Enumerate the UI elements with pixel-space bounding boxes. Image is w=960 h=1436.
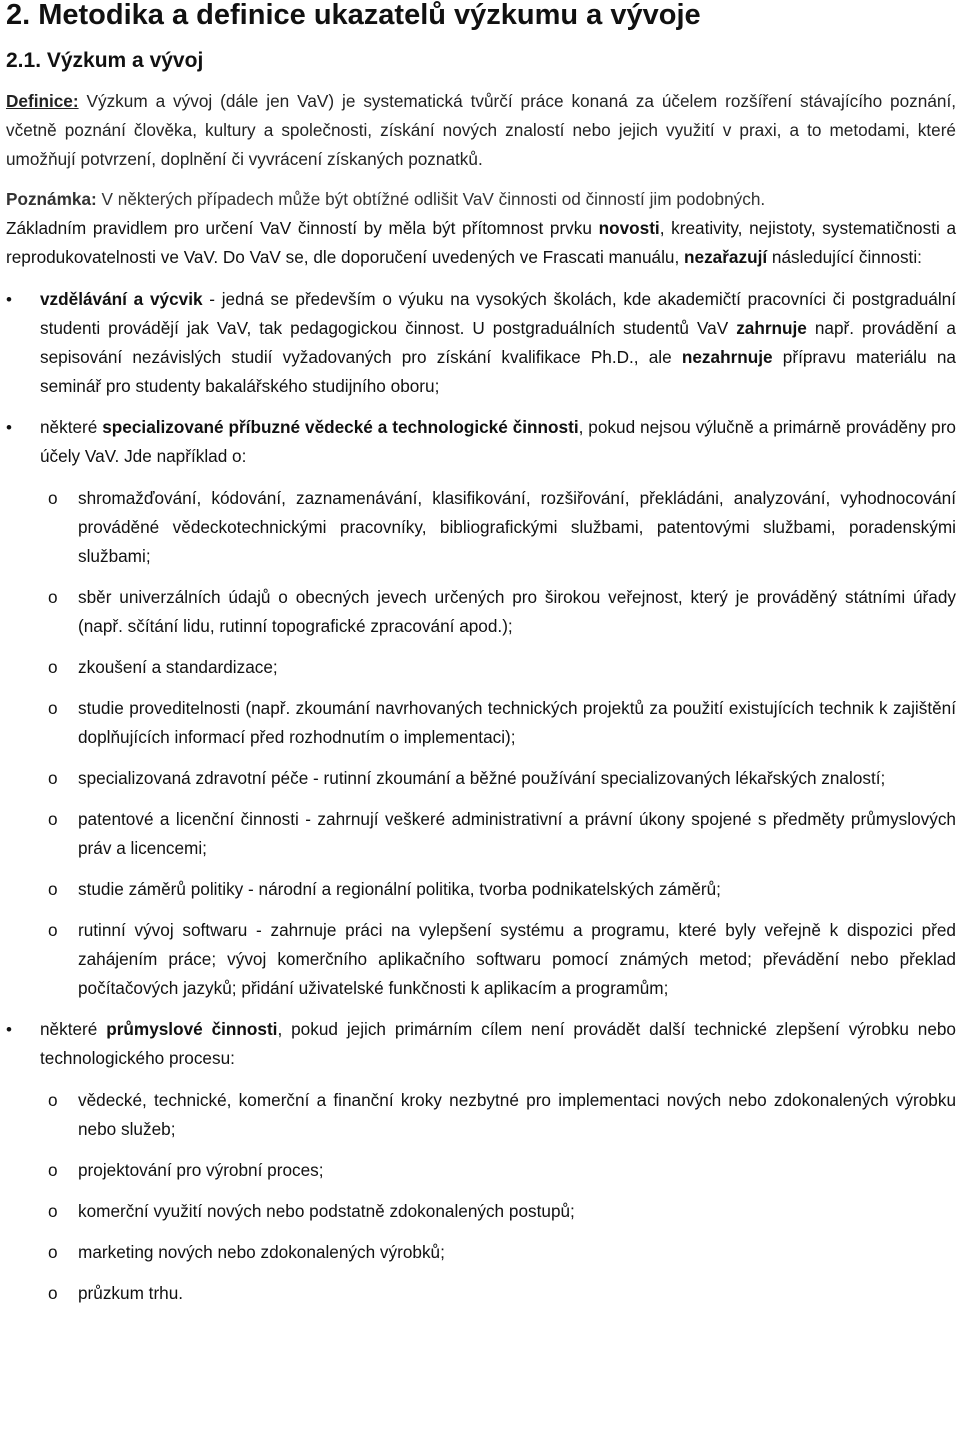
sublist-item-text: zkoušení a standardizace; <box>78 657 278 677</box>
rule-paragraph <box>6 214 956 272</box>
sub-bullet-icon: o <box>48 1160 58 1180</box>
bullet-icon: • <box>6 418 12 437</box>
item3-text-2: , pokud jejich primárním cílem není provádět další technické zlepšení výrobku nebo technologického procesu: <box>40 1019 956 1068</box>
item3-text-1: některé <box>40 1019 107 1039</box>
sub-bullet-icon: o <box>48 768 58 788</box>
sublist-item-text: sběr univerzálních údajů o obecných jevech určených pro širokou veřejnost, který je prováděný státními úřady (např. sčítání lidu, rutinní topografické zpracování apod.); <box>78 587 956 636</box>
list-item-education <box>6 285 956 401</box>
item1-bold-1: vzdělávání a výcvik <box>40 289 203 309</box>
sublist-item <box>6 1086 956 1144</box>
sub-bullet-icon: o <box>48 920 58 940</box>
exclusion-list <box>6 285 956 471</box>
industrial-list <box>6 1015 956 1073</box>
sublist-item-text: patentové a licenční činnosti - zahrnují veškeré administrativní a právní úkony spojené s předměty průmyslových práv a licencemi; <box>78 809 956 858</box>
section-heading: 2.1. Výzkum a vývoj <box>6 49 204 72</box>
sublist-item-text: specializovaná zdravotní péče - rutinní zkoumání a běžné používání specializovaných lékařských znalostí; <box>78 768 886 788</box>
rule-text-3: následující činnosti: <box>767 247 922 267</box>
definition-paragraph <box>6 87 956 174</box>
sub-bullet-icon: o <box>48 587 58 607</box>
sub-bullet-icon: o <box>48 879 58 899</box>
specialized-sublist <box>6 484 956 1003</box>
sublist-item <box>6 875 956 904</box>
sub-bullet-icon: o <box>48 1283 58 1303</box>
rule-text-1: Základním pravidlem pro určení VaV činností by měla být přítomnost prvku <box>6 218 599 238</box>
sublist-item <box>6 1197 956 1226</box>
list-item-industrial-activities <box>6 1015 956 1073</box>
sublist-item-text: rutinní vývoj softwaru - zahrnuje práci na vylepšení systému a programu, které byly veřejně k dispozici před zahájením práce; vývoj komerčního aplikačního softwaru pomocí známých metod; převádění nebo překlad počítačových jazyků; přidání uživatelské funkčnosti k aplikacím a programům; <box>78 920 956 998</box>
sublist-item <box>6 805 956 863</box>
rule-text-2: , kreativity, nejistoty, systematičnosti a reprodukovatelnosti ve VaV. Do VaV se, dle doporučení uvedených ve Frascati manuálu, <box>6 218 957 267</box>
sub-bullet-icon: o <box>48 809 58 829</box>
item1-text-2: např. provádění a sepisování nezávislých studií vyžadovaných pro získání kvalifikace Ph.D., ale <box>40 318 956 367</box>
industrial-sublist <box>6 1086 956 1308</box>
sublist-item <box>6 1156 956 1185</box>
sublist-item <box>6 653 956 682</box>
sub-bullet-icon: o <box>48 488 58 508</box>
note-paragraph <box>6 185 956 214</box>
sublist-item-text: studie proveditelnosti (např. zkoumání navrhovaných technických projektů za použití existujících technik k zajištění doplňujících informací před rozhodnutím o implementaci); <box>78 698 956 747</box>
document-body <box>6 87 956 1308</box>
bullet-icon: • <box>6 1020 12 1039</box>
sublist-item-text: komerční využití nových nebo podstatně zdokonalených postupů; <box>78 1201 575 1221</box>
sublist-item-text: marketing nových nebo zdokonalených výrobků; <box>78 1242 445 1262</box>
sub-bullet-icon: o <box>48 1201 58 1221</box>
sublist-item <box>6 1279 956 1308</box>
item2-text-1: některé <box>40 417 103 437</box>
item1-bold-2: zahrnuje <box>736 318 807 338</box>
sub-bullet-icon: o <box>48 1242 58 1262</box>
sublist-item <box>6 694 956 752</box>
sublist-item <box>6 484 956 571</box>
rule-bold-nezarazuji: nezařazují <box>684 247 768 267</box>
chapter-heading: 2. Metodika a definice ukazatelů výzkumu a vývoje <box>6 0 701 31</box>
sub-bullet-icon: o <box>48 1090 58 1110</box>
note-label: Poznámka: <box>6 189 97 209</box>
sublist-item-text: shromažďování, kódování, zaznamenávání, klasifikování, rozšiřování, překládáni, analyzování, vyhodnocování prováděné vědeckotechnickými pracovníky, bibliografickými službami, patentovými službami, poradenskými službami; <box>78 488 956 566</box>
sub-bullet-icon: o <box>48 657 58 677</box>
item1-text-1: - jedná se především o výuku na vysokých školách, kde akademičtí pracovníci či postgraduální studenti provádějí jak VaV, tak pedagogickou činnost. U postgraduálních studentů VaV <box>40 289 956 338</box>
item2-bold-1: specializované příbuzné vědecké a technologické činnosti <box>102 417 579 437</box>
list-item-specialized-activities <box>6 413 956 471</box>
rule-bold-novosti: novosti <box>598 218 660 238</box>
bullet-icon: • <box>6 290 12 309</box>
item3-bold-1: průmyslové činnosti <box>106 1019 278 1039</box>
sublist-item-text: vědecké, technické, komerční a finanční kroky nezbytné pro implementaci nových nebo zdokonalených výrobku nebo služeb; <box>78 1090 956 1139</box>
item2-text-2: , pokud nejsou výlučně a primárně prováděny pro účely VaV. Jde například o: <box>40 417 956 466</box>
item1-text-3: přípravu materiálu na seminář pro studenty bakalářského studijního oboru; <box>40 347 956 396</box>
sublist-item-text: projektování pro výrobní proces; <box>78 1160 324 1180</box>
sub-bullet-icon: o <box>48 698 58 718</box>
sublist-item <box>6 764 956 793</box>
sublist-item <box>6 916 956 1003</box>
definition-label: Definice: <box>6 91 79 111</box>
sublist-item-text: studie záměrů politiky - národní a regionální politika, tvorba podnikatelských záměrů; <box>78 879 721 899</box>
definition-text: Výzkum a vývoj (dále jen VaV) je systematická tvůrčí práce konaná za účelem rozšíření stávajícího poznání, včetně poznání člověka, kultury a společnosti, získání nových znalostí nebo jejich využití v praxi, a to metodami, které umožňují potvrzení, doplnění či vyvrácení získaných poznatků. <box>6 91 956 169</box>
note-text: V některých případech může být obtížné odlišit VaV činnosti od činností jim podobných. <box>96 189 766 209</box>
sublist-item-text: průzkum trhu. <box>78 1283 184 1303</box>
sublist-item <box>6 583 956 641</box>
item1-bold-3: nezahrnuje <box>681 347 773 367</box>
sublist-item <box>6 1238 956 1267</box>
